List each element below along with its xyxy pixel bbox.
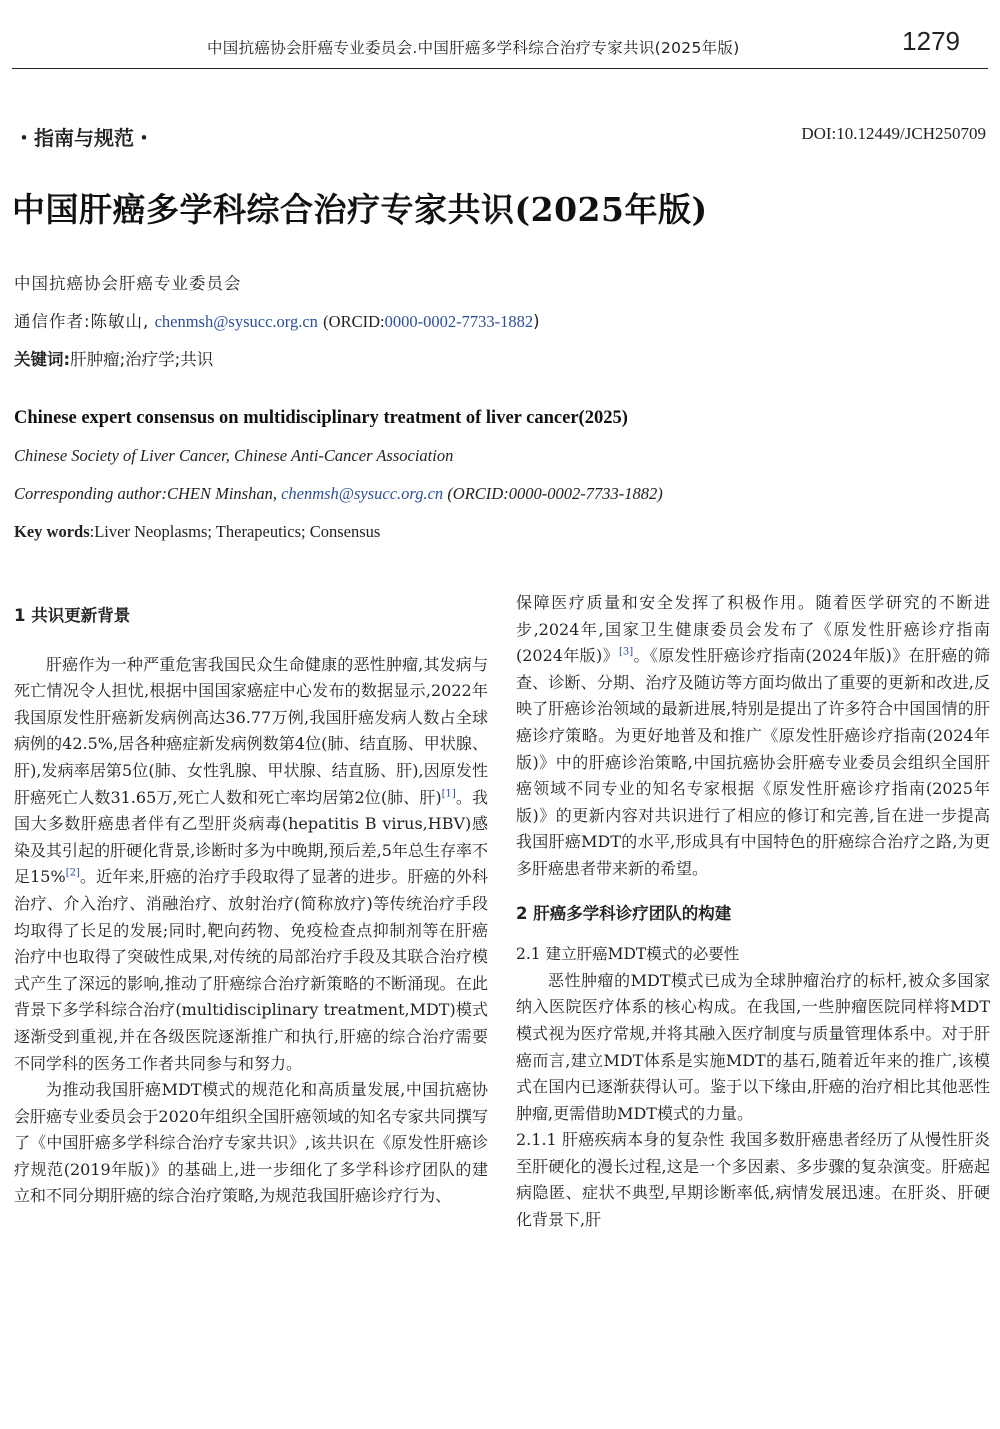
right-p3-text: 我国多数肝癌患者经历了从慢性肝炎至肝硬化的漫长过程,这是一个多因素、多步骤的复杂演变。肝癌起病隐匿、症状不典型,早期诊断率低,病情发展迅速。在肝炎、肝硬化背景下,肝 bbox=[516, 1130, 990, 1230]
correspondence-label: 通信作者:陈敏山, bbox=[14, 312, 150, 331]
en-correspondence-email[interactable]: chenmsh@sysucc.org.cn bbox=[281, 484, 444, 503]
en-orcid: (ORCID:0000-0002-7733-1882) bbox=[447, 484, 663, 503]
right-p1-b: 。《原发性肝癌诊疗指南(2024年版)》在肝癌的筛查、诊断、分期、治疗及随访等方面均做出了重要的更新和改进,反映了肝癌诊治领域的最新进展,特别是提出了许多符合中国国情的肝癌诊疗策略。为更好地普及和推广《原发性肝癌诊疗指南(2024年版)》中的肝癌诊治策略,中国抗癌协会肝癌专业委员会组织全国肝癌领域不同专业的知名专家根据《原发性肝癌诊疗指南(2025年版)》的更新内容对共识进行了相应的修订和完善,旨在进一步提高我国肝癌MDT的水平,形成具有中国特色的肝癌综合治疗之路,为更多肝癌患者带来新的希望。 bbox=[516, 646, 990, 878]
reference-3[interactable]: [3] bbox=[619, 646, 634, 658]
cn-keywords-text: 肝肿瘤;治疗学;共识 bbox=[70, 350, 214, 369]
section-tag: ・指南与规范・ bbox=[14, 126, 154, 150]
english-keywords bbox=[14, 522, 380, 542]
en-keywords-text: :Liver Neoplasms; Therapeutics; Consensus bbox=[89, 522, 381, 541]
cn-author-text: 中国抗癌协会肝癌专业委员会 bbox=[14, 274, 242, 293]
orcid-close: ) bbox=[533, 312, 540, 331]
correspondence-email[interactable]: chenmsh@sysucc.org.cn bbox=[154, 312, 318, 331]
section-2-heading: 2 肝癌多学科诊疗团队的构建 bbox=[516, 903, 732, 923]
english-title: Chinese expert consensus on multidisciplinary treatment of liver cancer(2025) bbox=[14, 408, 628, 428]
en-keywords-label: Key words bbox=[14, 522, 90, 541]
english-author: Chinese Society of Liver Cancer, Chinese Anti-Cancer Association bbox=[14, 446, 454, 465]
left-paragraph-1 bbox=[14, 652, 488, 1078]
right-p1-a: 保障医疗质量和安全发挥了积极作用。随着医学研究的不断进步,2024年,国家卫生健康委员会发布了《原发性肝癌诊疗指南(2024年版)》 bbox=[516, 593, 990, 666]
left-column bbox=[14, 603, 488, 1210]
reference-2[interactable]: [2] bbox=[65, 868, 80, 880]
right-paragraph-1 bbox=[516, 590, 990, 883]
running-header bbox=[12, 28, 988, 69]
reference-1[interactable]: [1] bbox=[441, 788, 456, 800]
section-2-1-heading: 2.1 建立肝癌MDT模式的必要性 bbox=[516, 945, 740, 964]
left-p1-a: 肝癌作为一种严重危害我国民众生命健康的恶性肿瘤,其发病与死亡情况令人担忧,根据中国国家癌症中心发布的数据显示,2022年我国原发性肝癌新发病例高达36.77万例,我国肝癌发病人数占全球病例的42.5%,居各种癌症新发病例数第4位(肺、结直肠、甲状腺、肝),发病率居第5位(肺、女性乳腺、甲状腺、结直肠、肝),因原发性肝癌死亡人数31.65万,死亡人数和死亡率均居第2位(肺、肝) bbox=[14, 654, 488, 807]
orcid-id[interactable]: 0000-0002-7733-1882 bbox=[384, 312, 534, 331]
article-title: 中国肝癌多学科综合治疗专家共识(2025年版) bbox=[12, 190, 708, 229]
cn-author bbox=[14, 270, 242, 294]
en-correspondence-label: Corresponding author:CHEN Minshan, bbox=[14, 484, 277, 503]
cn-keywords-label: 关键词: bbox=[14, 350, 71, 369]
correspondence bbox=[14, 308, 540, 332]
cn-keywords bbox=[14, 346, 213, 370]
section-2-1-1-heading: 2.1.1 肝癌疾病本身的复杂性 bbox=[516, 1130, 725, 1150]
orcid-label: (ORCID: bbox=[323, 312, 385, 331]
right-paragraph-3 bbox=[516, 1127, 990, 1233]
left-p1-c: 。近年来,肝癌的治疗手段取得了显著的进步。肝癌的外科治疗、介入治疗、消融治疗、放射治疗(简称放疗)等传统治疗手段均取得了长足的发展;同时,靶向药物、免疫检查点抑制剂等在肝癌治疗中也取得了突破性成果,对传统的局部治疗手段及其联合治疗模式产生了深远的影响,推动了肝癌综合治疗新策略的不断涌现。在此背景下多学科综合治疗(multidisciplinary treatment,MDT)模式逐渐受到重视,并在各级医院逐渐推广和执行,肝癌的综合治疗需要不同学科的医务工作者共同参与和努力。 bbox=[14, 867, 488, 1073]
english-correspondence bbox=[14, 484, 663, 504]
right-paragraph-2: 恶性肿瘤的MDT模式已成为全球肿瘤治疗的标杆,被众多国家纳入医院医疗体系的核心构成。在我国,一些肿瘤医院同样将MDT模式视为医疗常规,并将其融入医疗制度与质量管理体系中。对于肝癌而言,建立MDT体系是实施MDT的基石,随着近年来的推广,该模式在国内已逐渐获得认可。鉴于以下缘由,肝癌的治疗相比其他恶性肿瘤,更需借助MDT模式的力量。 bbox=[516, 970, 990, 1123]
section-1-heading: 1 共识更新背景 bbox=[14, 606, 131, 625]
right-column bbox=[516, 590, 990, 1234]
left-p1-b: 。我国大多数肝癌患者伴有乙型肝炎病毒(hepatitis B virus,HBV)感染及其引起的肝硬化背景,诊断时多为中晚期,预后差,5年总生存率不足15% bbox=[14, 787, 488, 887]
doi: DOI:10.12449/JCH250709 bbox=[801, 124, 986, 143]
left-paragraph-2: 为推动我国肝癌MDT模式的规范化和高质量发展,中国抗癌协会肝癌专业委员会于2020年组织全国肝癌领域的知名专家共同撰写了《中国肝癌多学科综合治疗专家共识》,该共识在《原发性肝癌诊疗规范(2019年版)》的基础上,进一步细化了多学科诊疗团队的建立和不同分期肝癌的综合治疗策略,为规范我国肝癌诊疗行为、 bbox=[14, 1080, 488, 1206]
page-number: 1279 bbox=[902, 26, 960, 56]
running-title: 中国抗癌协会肝癌专业委员会.中国肝癌多学科综合治疗专家共识(2025年版) bbox=[207, 39, 740, 57]
